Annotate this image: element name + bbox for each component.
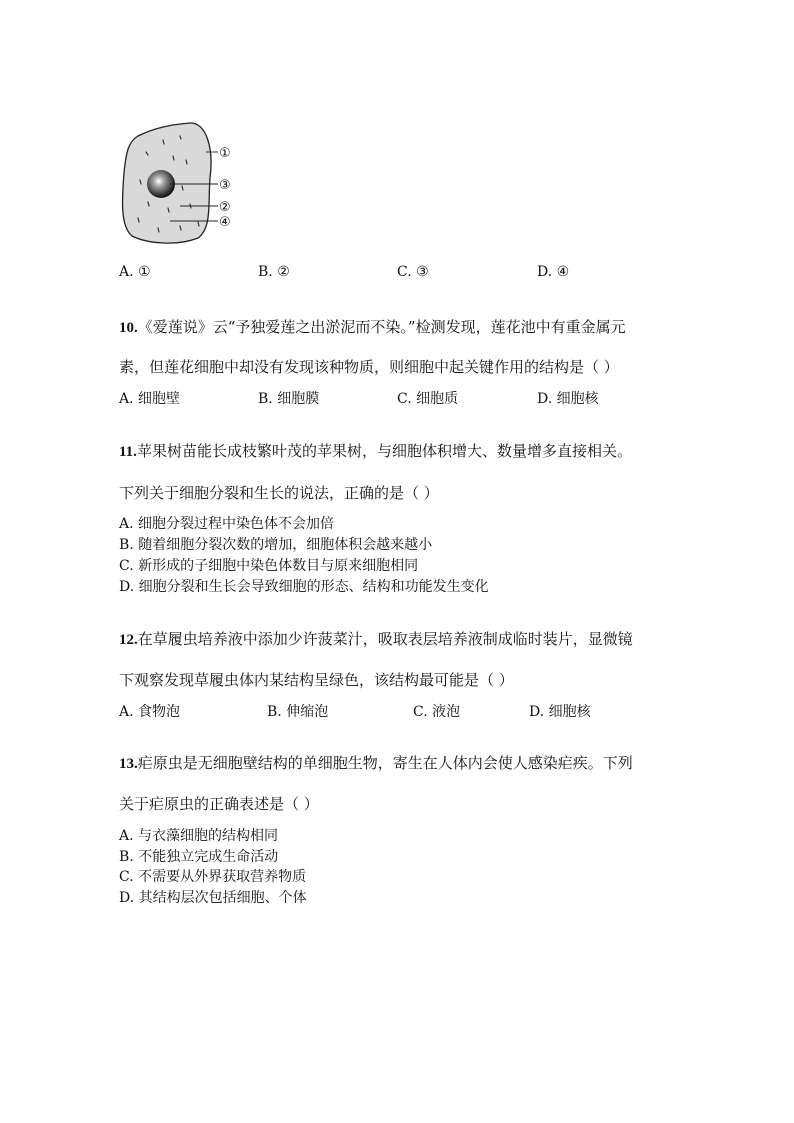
q13-option-c[interactable]: C. 不需要从外界获取营养物质 xyxy=(119,869,307,885)
label-3: ③ xyxy=(219,178,231,193)
q13-stem-line2: 关于疟原虫的正确表述是（ ） xyxy=(119,795,319,813)
q9-option-c[interactable]: C. ③ xyxy=(397,264,429,280)
q10-option-d[interactable]: D. 细胞核 xyxy=(537,391,599,407)
q11-option-d[interactable]: D. 细胞分裂和生长会导致细胞的形态、结构和功能发生变化 xyxy=(119,579,489,595)
label-1: ① xyxy=(219,146,231,161)
q12-stem-line2: 下观察发现草履虫体内某结构呈绿色，该结构最可能是（ ） xyxy=(119,671,514,689)
q11-stem-text: 苹果树苗能长成枝繁叶茂的苹果树，与细胞体积增大、数量增多直接相关。 xyxy=(136,442,632,460)
q11-number: 11. xyxy=(119,444,137,460)
q11-stem-line1 xyxy=(119,440,632,461)
q9-option-b[interactable]: B. ② xyxy=(258,264,290,280)
q11-option-c[interactable]: C. 新形成的子细胞中染色体数目与原来细胞相同 xyxy=(119,558,419,574)
q12-option-c[interactable]: C. 液泡 xyxy=(413,704,461,720)
q10-number: 10. xyxy=(119,320,138,336)
q10-option-a[interactable]: A. 细胞壁 xyxy=(119,391,181,407)
animal-cell-diagram xyxy=(118,118,248,248)
q11-option-b[interactable]: B. 随着细胞分裂次数的增加，细胞体积会越来越小 xyxy=(119,537,433,553)
q11-option-a[interactable]: A. 细胞分裂过程中染色体不会加倍 xyxy=(119,516,335,532)
q12-stem-text: 在草履虫培养液中添加少许菠菜汁，吸取表层培养液制成临时装片，显微镜 xyxy=(137,630,633,648)
q13-stem-text: 疟原虫是无细胞壁结构的单细胞生物，寄生在人体内会使人感染疟疾。下列 xyxy=(137,754,633,772)
q11-stem-line2: 下列关于细胞分裂和生长的说法，正确的是（ ） xyxy=(119,484,439,502)
q12-option-a[interactable]: A. 食物泡 xyxy=(119,704,181,720)
q12-option-b[interactable]: B. 伸缩泡 xyxy=(267,704,329,720)
q13-stem-line1 xyxy=(119,752,633,773)
q9-option-a[interactable]: A. ① xyxy=(119,264,151,280)
q12-stem-line1 xyxy=(119,628,633,649)
q12-option-d[interactable]: D. 细胞核 xyxy=(529,704,591,720)
q12-number: 12. xyxy=(119,632,138,648)
q13-option-a[interactable]: A. 与衣藻细胞的结构相同 xyxy=(119,828,279,844)
q13-option-b[interactable]: B. 不能独立完成生命活动 xyxy=(119,849,279,865)
q13-option-d[interactable]: D. 其结构层次包括细胞、个体 xyxy=(119,890,307,906)
label-4: ④ xyxy=(219,215,231,230)
q10-option-c[interactable]: C. 细胞质 xyxy=(397,391,459,407)
q10-stem-line2: 素，但莲花细胞中却没有发现该种物质，则细胞中起关键作用的结构是（ ） xyxy=(119,358,619,376)
label-2: ② xyxy=(219,200,231,215)
q10-stem-line1 xyxy=(119,316,626,337)
q10-option-b[interactable]: B. 细胞膜 xyxy=(258,391,320,407)
q13-number: 13. xyxy=(119,756,138,772)
q9-option-d[interactable]: D. ④ xyxy=(537,264,570,280)
q10-stem-text: 《爱莲说》云“予独爱莲之出淤泥而不染。”检测发现，莲花池中有重金属元 xyxy=(137,318,626,336)
